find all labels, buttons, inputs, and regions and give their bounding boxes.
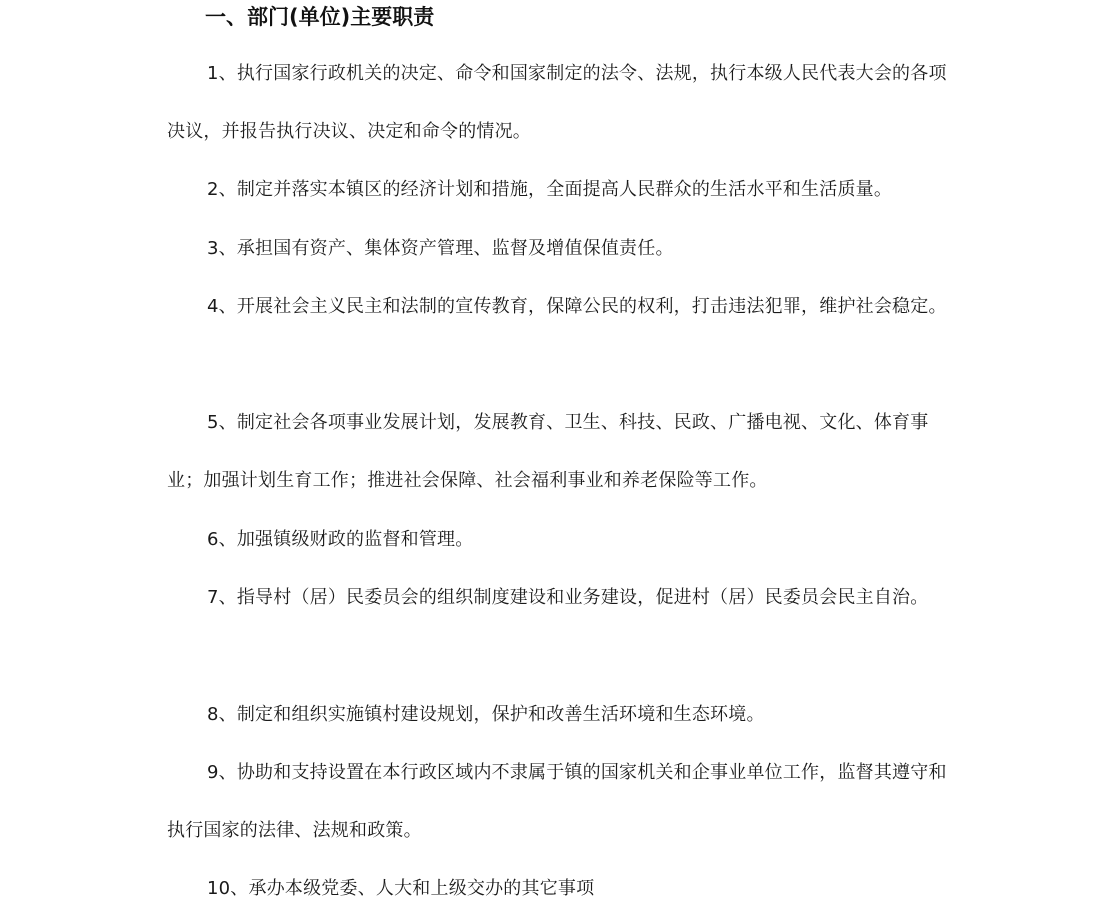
duty-item-9: 9、协助和支持设置在本行政区域内不隶属于镇的国家机关和企事业单位工作，监督其遵守和执行国家的法律、法规和政策。 <box>167 762 947 841</box>
duty-item-3: 3、承担国有资产、集体资产管理、监督及增值保值责任。 <box>207 238 674 259</box>
duty-item-6: 6、加强镇级财政的监督和管理。 <box>207 529 474 550</box>
duty-item-5: 5、制定社会各项事业发展计划，发展教育、卫生、科技、民政、广播电视、文化、体育事业；加强计划生育工作；推进社会保障、社会福利事业和养老保险等工作。 <box>167 412 929 491</box>
duty-item-7: 7、指导村（居）民委员会的组织制度建设和业务建设，促进村（居）民委员会民主自治。 <box>207 587 929 608</box>
duty-item-2: 2、制定并落实本镇区的经济计划和措施，全面提高人民群众的生活水平和生活质量。 <box>207 179 893 200</box>
duty-item-4: 4、开展社会主义民主和法制的宣传教育，保障公民的权利，打击违法犯罪，维护社会稳定。 <box>207 296 947 317</box>
duty-item-1: 1、执行国家行政机关的决定、命令和国家制定的法令、法规，执行本级人民代表大会的各项决议，并报告执行决议、决定和命令的情况。 <box>167 63 947 142</box>
section-heading: 一、部门(单位)主要职责 <box>205 5 435 29</box>
duty-item-10: 10、承办本级党委、人大和上级交办的其它事项 <box>207 878 595 899</box>
duty-item-8: 8、制定和组织实施镇村建设规划，保护和改善生活环境和生态环境。 <box>207 704 765 725</box>
